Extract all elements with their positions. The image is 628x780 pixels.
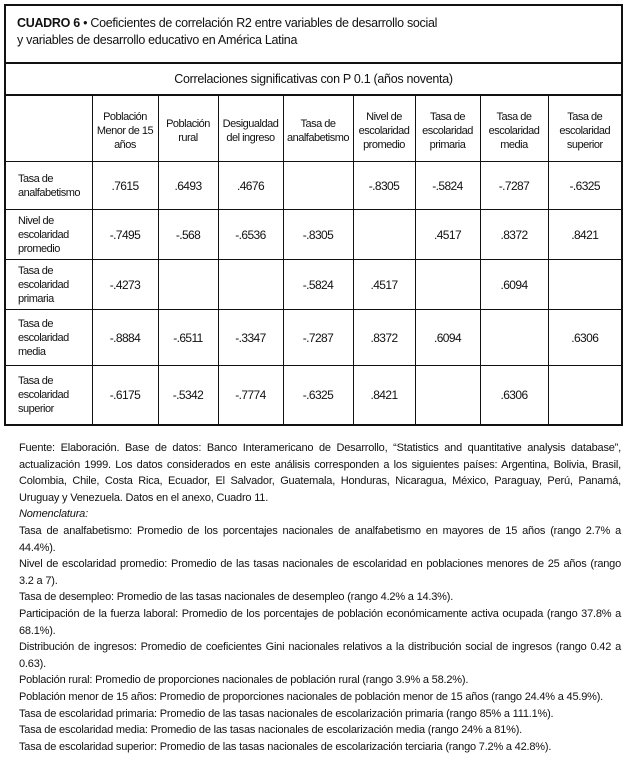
table-cell: .4517 [353,260,415,310]
table-cell: .6094 [415,310,480,366]
header-poblacion-rural: Población rural [158,96,218,162]
nomenclature-item: Población menor de 15 años: Promedio de proporciones nacionales de población menor de 15 años (rango 24.4% a 45.9%). [19,690,604,703]
nomenclature-item: Nivel de escolaridad promedio: Promedio de las tasas nacionales de escolaridad en poblaciones menores de 25 años (rango 3.2 a 7). [19,558,621,587]
table-cell [415,366,480,424]
table-cell: .6094 [480,260,548,310]
row-label: Nivel de escolaridad promedio [6,210,92,260]
title-line-2: y variables de desarrollo educativo en América Latina [17,33,298,47]
row-label: Tasa de escolaridad superior [6,366,92,424]
table-cell: -.568 [158,210,218,260]
title-bullet: • [83,16,88,30]
table-cell: -.6536 [218,210,283,260]
header-cell-empty [6,96,92,162]
header-poblacion-menor-15: Población Menor de 15 años [92,96,158,162]
table-cell: -.8305 [283,210,353,260]
row-label: Tasa de escolaridad media [6,310,92,366]
table-cell: -.5824 [283,260,353,310]
table-cell: -.8884 [92,310,158,366]
table-cell: -.3347 [218,310,283,366]
table-notes [19,440,621,755]
table-cell: -.6511 [158,310,218,366]
table-cell: .4676 [218,162,283,210]
table-cell: .6493 [158,162,218,210]
table-cell: .4517 [415,210,480,260]
table-cell: -.7287 [283,310,353,366]
table-cell: -.6175 [92,366,158,424]
row-label: Tasa de escolaridad primaria [6,260,92,310]
table-cell: -.4273 [92,260,158,310]
table-row [6,366,621,424]
table-cell: .6306 [548,310,621,366]
table-label: CUADRO 6 [17,16,80,30]
table-cell: -.5824 [415,162,480,210]
header-nivel-escolaridad-promedio: Nivel de escolaridad promedio [353,96,415,162]
table-subheader: Correlaciones significativas con P 0.1 (años noventa) [6,64,621,96]
table-cell: .8421 [353,366,415,424]
table-row [6,310,621,366]
table-row [6,162,621,210]
table-cell: .6306 [480,366,548,424]
header-desigualdad-ingreso: Desigualdad del ingreso [218,96,283,162]
table-cell [283,162,353,210]
nomenclature-item: Tasa de escolaridad primaria: Promedio de las tasas nacionales de escolarización primaria (rango 85% a 111.1%). [19,707,554,720]
nomenclature-heading: Nomenclatura: [19,508,88,521]
nomenclature-item: Participación de la fuerza laboral: Promedio de los porcentajes de población económicamente activa ocupada (rango 37.8% a 68.1%). [19,607,621,637]
header-escolaridad-primaria: Tasa de escolaridad primaria [415,96,480,162]
table-cell [415,260,480,310]
nomenclature-item: Tasa de escolaridad media: Promedio de las tasas nacionales de escolarización media (rango 24% a 81%). [19,724,523,737]
row-label: Tasa de analfabetismo [6,162,92,210]
table-cell [480,310,548,366]
nomenclature-item: Tasa de desempleo: Promedio de las tasas nacionales de desempleo (rango 4.2% a 14.3%). [19,591,454,604]
correlation-table [6,96,621,424]
table-cell [158,260,218,310]
correlation-table-frame [4,4,623,426]
table-cell [353,210,415,260]
header-tasa-analfabetismo: Tasa de analfabetismo [283,96,353,162]
table-cell [218,260,283,310]
table-cell: -.5342 [158,366,218,424]
nomenclature-item: Población rural: Promedio de proporciones nacionales de población rural (rango 3.9% a 58.2%). [19,674,469,687]
source-note: Fuente: Elaboración. Base de datos: Banco Interamericano de Desarrollo, “Statistics and quantitative analysis database”, actualización 1999. Los datos considerados en este análisis corresponden a los siguientes países: Argentina, Bolivia, Brasil, Colombia, Chile, Costa Rica, Ecuador, El Salvador, Guatemala, Honduras, Nicaragua, México, Paraguay, Perú, Panamá, Uruguay y Venezuela. Datos en el anexo, Cuadro 11. [19,442,621,504]
header-escolaridad-media: Tasa de escolaridad media [480,96,548,162]
header-escolaridad-superior: Tasa de escolaridad superior [548,96,621,162]
table-cell: -.6325 [548,162,621,210]
table-cell: .8372 [353,310,415,366]
nomenclature-item: Distribución de ingresos: Promedio de coeficientes Gini nacionales relativos a la distribución social de ingresos (rango 0.42 a 0.63). [19,641,621,670]
table-cell: -.7495 [92,210,158,260]
nomenclature-item: Tasa de analfabetismo: Promedio de los porcentajes nacionales de analfabetismo en mayores de 15 años (rango 2.7% a 44.4%). [19,524,621,554]
table-cell: -.8305 [353,162,415,210]
table-cell: .8421 [548,210,621,260]
table-row [6,260,621,310]
table-cell: -.7287 [480,162,548,210]
table-cell: -.6325 [283,366,353,424]
table-cell: -.7774 [218,366,283,424]
nomenclature-item: Tasa de escolaridad superior: Promedio de las tasas nacionales de escolarización terciaria (rango 7.2% a 42.8%). [19,740,552,753]
table-cell: .8372 [480,210,548,260]
table-title [6,6,621,64]
table-row [6,210,621,260]
table-cell [548,260,621,310]
header-row [6,96,621,162]
table-cell [548,366,621,424]
title-line-1: Coeficientes de correlación R2 entre variables de desarrollo social [90,16,438,30]
table-cell: .7615 [92,162,158,210]
